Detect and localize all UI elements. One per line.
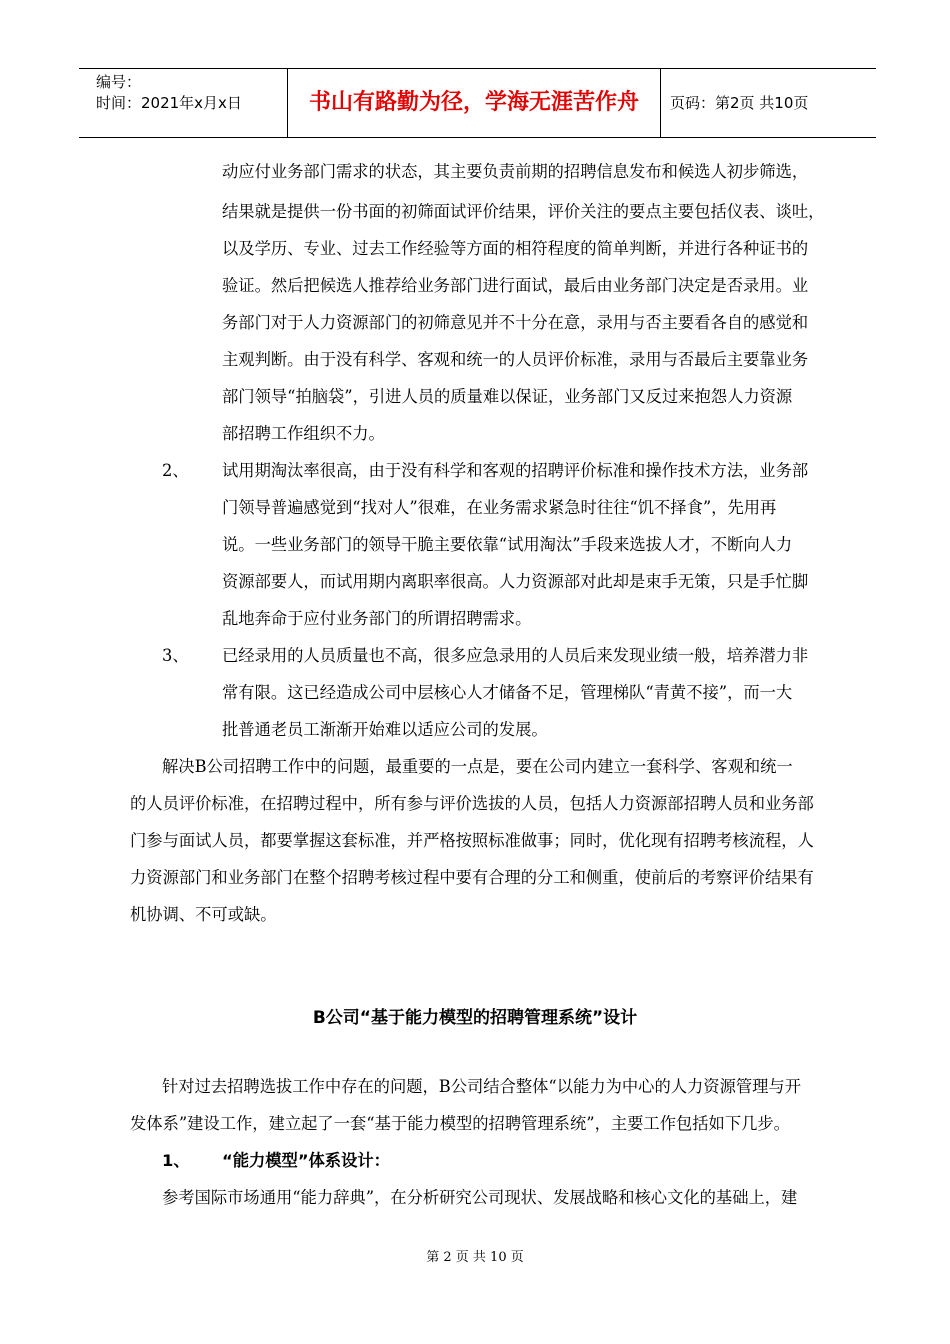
text-line: 部招聘工作组织不力。 (222, 424, 385, 443)
text-line: 主观判断。由于没有科学、客观和统一的人员评价标准，录用与否最后主要靠业务 (222, 350, 809, 369)
subheading-number: 1、 (162, 1151, 190, 1170)
text-line: 资源部要人，而试用期内离职率很高。人力资源部对此却是束手无策，只是手忙脚 (222, 572, 809, 591)
text-line: 验证。然后把候选人推荐给业务部门进行面试，最后由业务部门决定是否录用。业 (222, 276, 809, 295)
page-footer: 第 2 页 共 10 页 (426, 1250, 524, 1265)
header-left (79, 69, 287, 137)
text-line: 以及学历、专业、过去工作经验等方面的相符程度的简单判断，并进行各种证书的 (222, 239, 809, 258)
text-line: 门领导普遍感觉到“找对人”很难，在业务需求紧急时往往“饥不择食”，先用再 (222, 498, 777, 517)
subheading-text: “能力模型”体系设计： (222, 1151, 390, 1170)
section-title: B公司“基于能力模型的招聘管理系统”设计 (312, 1008, 638, 1028)
text-line: 机协调、不可或缺。 (130, 905, 277, 924)
text-line: 说。一些业务部门的领导干脆主要依靠“试用淘汰”手段来选拔人才，不断向人力 (222, 535, 793, 554)
text-line: 务部门对于人力资源部门的初筛意见并不十分在意，录用与否主要看各自的感觉和 (222, 313, 809, 332)
text-line: 针对过去招聘选拔工作中存在的问题，B公司结合整体“以能力为中心的人力资源管理与开 (162, 1077, 801, 1096)
text-line: 力资源部门和业务部门在整个招聘考核过程中要有合理的分工和侧重，使前后的考察评价结果有 (130, 868, 814, 887)
text-line: 解决B公司招聘工作中的问题，最重要的一点是，要在公司内建立一套科学、客观和统一 (162, 757, 793, 776)
text-line: 乱地奔命于应付业务部门的所谓招聘需求。 (222, 609, 532, 628)
list-number: 3、 (162, 646, 189, 665)
document-time-label: 时间：2021年x月x日 (96, 94, 242, 112)
text-line: 结果就是提供一份书面的初筛面试评价结果，评价关注的要点主要包括仪表、谈吐， (222, 202, 825, 221)
document-number-label: 编号： (96, 73, 142, 91)
text-line: 参考国际市场通用“能力辞典”，在分析研究公司现状、发展战略和核心文化的基础上，建 (162, 1188, 798, 1207)
text-line: 门参与面试人员，都要掌握这套标准，并严格按照标准做事；同时，优化现有招聘考核流程，人 (130, 831, 814, 850)
list-number: 2、 (162, 461, 189, 480)
text-line: 批普通老员工渐渐开始难以适应公司的发展。 (222, 720, 548, 739)
page-header (79, 68, 876, 138)
header-motto: 书山有路勤为径，学海无涯苦作舟 (287, 69, 661, 137)
text-line: 试用期淘汰率很高，由于没有科学和客观的招聘评价标准和操作技术方法，业务部 (222, 461, 809, 480)
text-line: 部门领导“拍脑袋”，引进人员的质量难以保证，业务部门又反过来抱怨人力资源 (222, 387, 793, 406)
header-page-label: 页码：第2页 共10页 (670, 94, 809, 112)
text-line: 的人员评价标准，在招聘过程中，所有参与评价选拔的人员，包括人力资源部招聘人员和业务部 (130, 794, 814, 813)
text-line: 常有限。这已经造成公司中层核心人才储备不足，管理梯队“青黄不接”，而一大 (222, 683, 793, 702)
text-line: 动应付业务部门需求的状态，其主要负责前期的招聘信息发布和候选人初步筛选， (222, 162, 809, 181)
text-line: 发体系”建设工作，建立起了一套“基于能力模型的招聘管理系统”，主要工作包括如下几步。 (130, 1114, 790, 1133)
text-line: 已经录用的人员质量也不高，很多应急录用的人员后来发现业绩一般，培养潜力非 (222, 646, 809, 665)
